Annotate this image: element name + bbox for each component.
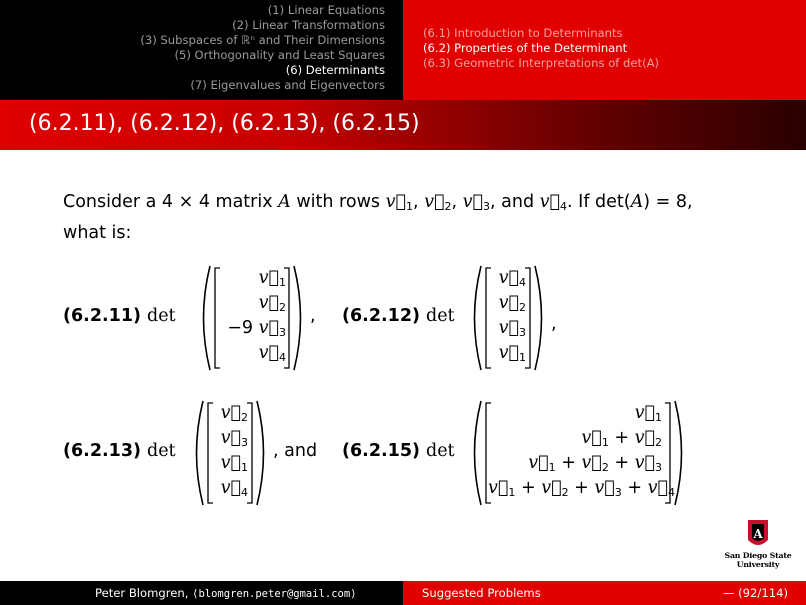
footer-topic: Suggested Problems xyxy=(422,586,541,600)
nav-subsection-6-1[interactable]: (6.1) Introduction to Determinants xyxy=(423,26,623,40)
matrix-6-2-13-row-1: $v⃗_2$ xyxy=(220,403,248,424)
matrix-6-2-12-row-3: $v⃗_3$ xyxy=(498,318,526,339)
problem-label-6-2-12: (6.2.12) det xyxy=(342,306,455,326)
separator-comma: , xyxy=(310,306,316,326)
nav-section-5[interactable]: (5) Orthogonality and Least Squares xyxy=(174,48,385,62)
matrix-6-2-15-row-2: $v⃗_1$ + $v⃗_2$ xyxy=(581,428,662,449)
nav-section-3[interactable]: (3) Subspaces of ℝⁿ and Their Dimensions xyxy=(140,33,385,47)
matrix-6-2-13-row-4: $v⃗_4$ xyxy=(220,478,248,499)
section-navigation xyxy=(0,0,403,100)
intro-text-5: what is: xyxy=(63,223,132,243)
matrix-6-2-12-row-4: $v⃗_1$ xyxy=(498,343,526,364)
matrix-6-2-11-row-2: $v⃗_2$ xyxy=(258,293,286,314)
nav-section-1[interactable]: (1) Linear Equations xyxy=(267,3,385,17)
intro-text-4: ) = 8, xyxy=(643,192,693,212)
nav-section-2[interactable]: (2) Linear Transformations xyxy=(232,18,385,32)
matrix-6-2-11-row-1: $v⃗_1$ xyxy=(258,268,286,289)
footer-author xyxy=(95,586,357,600)
university-logo xyxy=(718,518,798,570)
problem-statement: Consider a 4 × 4 matrix A with rows $v⃗_1$, $v⃗_2$, $v⃗_3$, and $v⃗_4$. If det(A) = 8, what is: xyxy=(63,192,693,243)
separator-and: , and xyxy=(273,441,318,461)
matrix-6-2-13-row-3: $v⃗_1$ xyxy=(220,453,248,474)
matrix-6-2-12-row-2: $v⃗_2$ xyxy=(498,293,526,314)
author-email: ⟨blomgren.peter@gmail.com⟩ xyxy=(192,588,357,600)
matrix-6-2-11-row-3: −9 $v⃗_3$ xyxy=(227,318,286,339)
subsection-navigation xyxy=(403,0,806,100)
matrix-6-2-12-row-1: $v⃗_4$ xyxy=(498,268,526,289)
intro-text-1: Consider a 4 × 4 matrix xyxy=(63,192,279,212)
nav-subsection-6-3[interactable]: (6.3) Geometric Interpretations of det(A) xyxy=(423,56,660,70)
nav-section-6[interactable]: (6) Determinants xyxy=(285,63,385,77)
logo-text-line-1: San Diego State xyxy=(724,551,792,560)
matrix-6-2-15-row-3: $v⃗_1$ + $v⃗_2$ + $v⃗_3$ xyxy=(528,453,662,474)
matrix-6-2-11-row-4: $v⃗_4$ xyxy=(258,343,286,364)
nav-subsection-6-2[interactable]: (6.2) Properties of the Determinant xyxy=(423,41,628,55)
matrix-6-2-15-row-4: $v⃗_1$ + $v⃗_2$ + $v⃗_3$ + $v⃗_4$ xyxy=(488,478,675,499)
logo-text-line-2: University xyxy=(736,560,780,569)
nav-section-7[interactable]: (7) Eigenvalues and Eigenvectors xyxy=(190,78,385,92)
sdsu-shield-icon xyxy=(718,518,798,552)
intro-text-2: with rows xyxy=(290,192,386,212)
intro-text-3: . If det( xyxy=(567,192,631,212)
author-name: Peter Blomgren, xyxy=(95,586,189,600)
matrix-symbol: A xyxy=(278,192,291,212)
slide-title: (6.2.11), (6.2.12), (6.2.13), (6.2.15) xyxy=(29,111,420,136)
matrix-6-2-15-row-1: $v⃗_1$ xyxy=(634,403,662,424)
separator-comma: , xyxy=(551,314,557,334)
matrix-6-2-13-row-2: $v⃗_3$ xyxy=(220,428,248,449)
svg-text:A: A xyxy=(753,527,763,541)
problem-label-6-2-11: (6.2.11) det xyxy=(63,306,176,326)
problem-label-6-2-15: (6.2.15) det xyxy=(342,441,455,461)
slide-title-bar xyxy=(0,100,806,150)
problem-label-6-2-13: (6.2.13) det xyxy=(63,441,176,461)
footer-page-number: — (92/114) xyxy=(722,586,788,600)
